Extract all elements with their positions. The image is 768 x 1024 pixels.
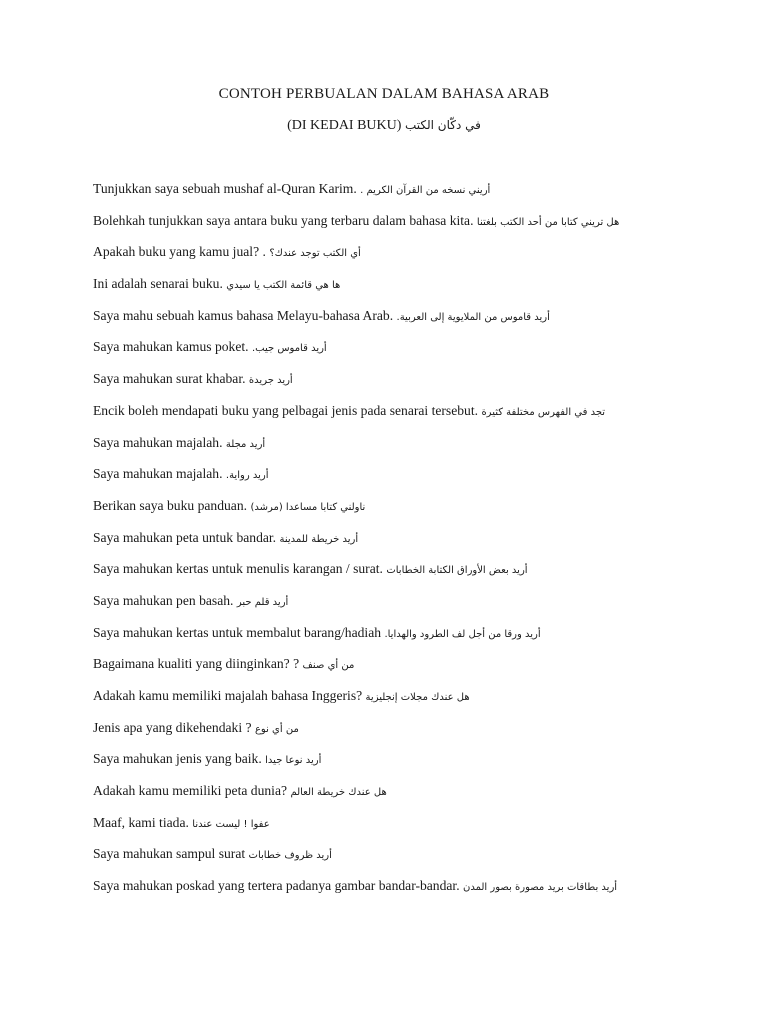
- arabic-text: أريد مجلة: [225, 438, 266, 450]
- malay-text: Saya mahukan kertas untuk menulis karangan / surat.: [93, 561, 383, 577]
- phrase-line: [93, 339, 693, 371]
- malay-text: Saya mahu sebuah kamus bahasa Melayu-bahasa Arab.: [93, 307, 394, 323]
- malay-text: Saya mahukan surat khabar.: [93, 371, 246, 387]
- phrase-line: [93, 530, 693, 562]
- arabic-text: هل عندك خريطة العالم: [290, 787, 387, 799]
- subtitle-open-paren: (: [287, 118, 292, 133]
- malay-text: Apakah buku yang kamu jual? .: [93, 244, 266, 260]
- arabic-text: ناولني كتابا مساعدا (مرشد): [250, 501, 366, 513]
- arabic-text: أريني نسخه من القرآن الكريم .: [360, 185, 491, 196]
- malay-text: Adakah kamu memiliki majalah bahasa Inggeris?: [93, 688, 363, 703]
- phrase-line: [93, 688, 693, 720]
- page-title: CONTOH PERBUALAN DALAM BAHASA ARAB: [218, 86, 550, 102]
- phrase-line: [93, 371, 693, 403]
- phrase-line: [93, 751, 693, 783]
- arabic-text: عفوا ! ليست عندنا: [192, 818, 270, 830]
- malay-text: Saya mahukan sampul surat: [93, 846, 246, 862]
- phrase-list: [93, 181, 693, 910]
- arabic-text: أي الكتب توجد عندك؟: [269, 248, 361, 260]
- arabic-text: أريد نوعا جيدا: [265, 755, 322, 767]
- subtitle-close-paren: ): [396, 118, 402, 133]
- arabic-text: ها هي قائمة الكتب يا سيدي: [226, 280, 341, 292]
- malay-text: Encik boleh mendapati buku yang pelbagai jenis pada senarai tersebut.: [93, 402, 479, 418]
- malay-text: Bagaimana kualiti yang diinginkan? ?: [93, 656, 300, 672]
- arabic-text: أريد خريطة للمدينة: [279, 533, 359, 545]
- arabic-text: هل تريني كتابا من أحد الكتب بلغتنا: [476, 216, 620, 228]
- phrase-line: [93, 720, 693, 752]
- malay-text: Bolehkah tunjukkan saya antara buku yang terbaru dalam bahasa kita.: [93, 212, 474, 228]
- malay-text: Ini adalah senarai buku.: [93, 276, 223, 292]
- arabic-text: أريد جريدة: [248, 375, 293, 387]
- malay-text: Saya mahukan jenis yang baik.: [93, 751, 262, 767]
- malay-text: Adakah kamu memiliki peta dunia?: [93, 783, 288, 799]
- phrase-line: [93, 213, 693, 245]
- phrase-line: [93, 276, 693, 308]
- arabic-text: هل عندك مجلات إنجليزية: [365, 692, 470, 703]
- arabic-text: أريد رواية.: [225, 470, 269, 482]
- arabic-text: من أي صنف: [302, 660, 355, 672]
- arabic-text: أريد قاموس جيب.: [251, 343, 327, 355]
- phrase-line: [93, 593, 693, 625]
- malay-text: Saya mahukan majalah.: [93, 434, 223, 450]
- malay-text: Saya mahukan kamus poket.: [93, 339, 249, 355]
- arabic-text: تجد في الفهرس مختلفة كثيرة: [481, 406, 606, 418]
- malay-text: Maaf, kami tiada.: [93, 814, 189, 830]
- subtitle-latin: DI KEDAI BUKU: [291, 118, 397, 133]
- phrase-line: [93, 783, 693, 815]
- malay-text: Saya mahukan peta untuk bandar.: [93, 529, 277, 545]
- phrase-line: [93, 625, 693, 657]
- phrase-line: [93, 878, 693, 910]
- phrase-line: [93, 181, 693, 213]
- phrase-line: [93, 846, 693, 878]
- phrase-line: [93, 656, 693, 688]
- malay-text: Saya mahukan majalah.: [93, 466, 223, 482]
- malay-text: Saya mahukan kertas untuk membalut barang/hadiah: [93, 624, 382, 640]
- arabic-text: أريد قاموس من الملايوية إلى العربية.: [396, 311, 550, 323]
- malay-text: Berikan saya buku panduan.: [93, 497, 248, 513]
- page-subtitle: [0, 118, 768, 134]
- subtitle-arabic: في دكّان الكتب: [404, 118, 481, 132]
- arabic-text: أريد ظروف خطابات: [248, 850, 332, 862]
- phrase-line: [93, 498, 693, 530]
- arabic-text: أريد قلم حبر: [236, 596, 289, 608]
- arabic-text: أريد ورقا من أجل لف الطرود والهدايا.: [384, 628, 541, 640]
- phrase-line: [93, 466, 693, 498]
- malay-text: Tunjukkan saya sebuah mushaf al-Quran Karim.: [93, 181, 357, 196]
- phrase-line: [93, 561, 693, 593]
- malay-text: Jenis apa yang dikehendaki ?: [93, 719, 252, 735]
- phrase-line: [93, 403, 693, 435]
- phrase-line: [93, 308, 693, 340]
- arabic-text: أريد بطاقات بريد مصورة بصور المدن: [463, 882, 618, 894]
- arabic-text: أريد بعض الأوراق الكتابة الخطابات: [386, 565, 528, 577]
- malay-text: Saya mahukan poskad yang tertera padanya gambar bandar-bandar.: [93, 878, 460, 894]
- malay-text: Saya mahukan pen basah.: [93, 592, 234, 608]
- phrase-line: [93, 435, 693, 467]
- phrase-line: [93, 815, 693, 847]
- arabic-text: من أي نوع: [254, 723, 299, 735]
- phrase-line: [93, 244, 693, 276]
